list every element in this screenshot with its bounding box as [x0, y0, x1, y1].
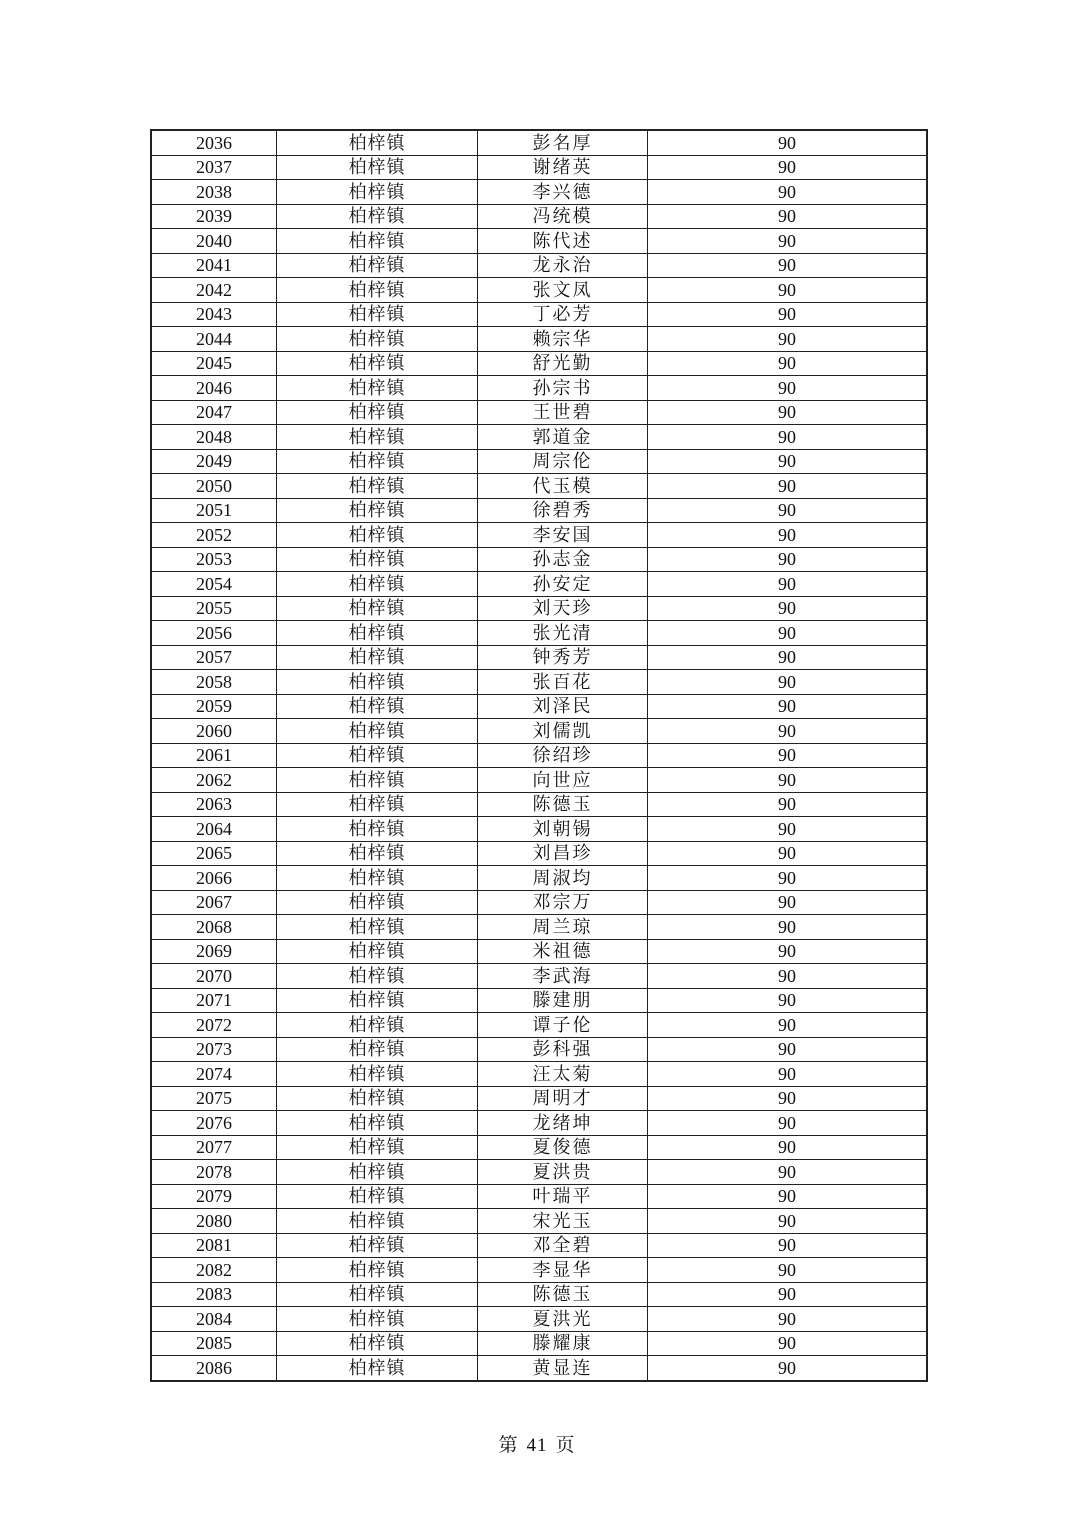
town-cell: 柏梓镇 — [277, 400, 478, 425]
town-cell: 柏梓镇 — [277, 229, 478, 254]
town-cell: 柏梓镇 — [277, 498, 478, 523]
town-cell: 柏梓镇 — [277, 1037, 478, 1062]
town-cell: 柏梓镇 — [277, 719, 478, 744]
table-row — [151, 498, 927, 523]
person-name-cell: 周兰琼 — [478, 915, 648, 940]
table-row — [151, 425, 927, 450]
amount-cell: 90 — [648, 743, 928, 768]
table-row — [151, 964, 927, 989]
person-name-cell: 夏洪光 — [478, 1307, 648, 1332]
town-cell: 柏梓镇 — [277, 670, 478, 695]
row-number-cell: 2036 — [151, 130, 277, 155]
amount-cell: 90 — [648, 1111, 928, 1136]
row-number-cell: 2049 — [151, 449, 277, 474]
amount-cell: 90 — [648, 1062, 928, 1087]
table-row — [151, 866, 927, 891]
table-row — [151, 1258, 927, 1283]
amount-cell: 90 — [648, 1258, 928, 1283]
town-cell: 柏梓镇 — [277, 449, 478, 474]
town-cell: 柏梓镇 — [277, 1135, 478, 1160]
row-number-cell: 2047 — [151, 400, 277, 425]
town-cell: 柏梓镇 — [277, 1062, 478, 1087]
town-cell: 柏梓镇 — [277, 1331, 478, 1356]
row-number-cell: 2037 — [151, 155, 277, 180]
row-number-cell: 2072 — [151, 1013, 277, 1038]
person-name-cell: 李兴德 — [478, 180, 648, 205]
town-cell: 柏梓镇 — [277, 523, 478, 548]
town-cell: 柏梓镇 — [277, 817, 478, 842]
amount-cell: 90 — [648, 890, 928, 915]
person-name-cell: 邓全碧 — [478, 1233, 648, 1258]
person-name-cell: 徐碧秀 — [478, 498, 648, 523]
table-row — [151, 670, 927, 695]
town-cell: 柏梓镇 — [277, 645, 478, 670]
table-row — [151, 621, 927, 646]
table-row — [151, 130, 927, 155]
town-cell: 柏梓镇 — [277, 1013, 478, 1038]
page-number: 41 — [526, 1435, 548, 1456]
person-name-cell: 孙宗书 — [478, 376, 648, 401]
row-number-cell: 2085 — [151, 1331, 277, 1356]
person-name-cell: 钟秀芳 — [478, 645, 648, 670]
table-row — [151, 400, 927, 425]
amount-cell: 90 — [648, 180, 928, 205]
table-row — [151, 1037, 927, 1062]
row-number-cell: 2062 — [151, 768, 277, 793]
row-number-cell: 2083 — [151, 1282, 277, 1307]
table-row — [151, 523, 927, 548]
table-row — [151, 1013, 927, 1038]
person-name-cell: 冯统模 — [478, 204, 648, 229]
person-name-cell: 陈代述 — [478, 229, 648, 254]
table-row — [151, 572, 927, 597]
town-cell: 柏梓镇 — [277, 204, 478, 229]
table-row — [151, 327, 927, 352]
amount-cell: 90 — [648, 1184, 928, 1209]
amount-cell: 90 — [648, 1331, 928, 1356]
row-number-cell: 2057 — [151, 645, 277, 670]
amount-cell: 90 — [648, 376, 928, 401]
person-name-cell: 叶瑞平 — [478, 1184, 648, 1209]
table-row — [151, 351, 927, 376]
person-name-cell: 周淑均 — [478, 866, 648, 891]
person-name-cell: 谢绪英 — [478, 155, 648, 180]
row-number-cell: 2048 — [151, 425, 277, 450]
person-name-cell: 李武海 — [478, 964, 648, 989]
row-number-cell: 2055 — [151, 596, 277, 621]
row-number-cell: 2039 — [151, 204, 277, 229]
person-name-cell: 夏俊德 — [478, 1135, 648, 1160]
person-name-cell: 李安国 — [478, 523, 648, 548]
table-row — [151, 596, 927, 621]
page-number-suffix: 页 — [555, 1435, 576, 1456]
amount-cell: 90 — [648, 1037, 928, 1062]
row-number-cell: 2081 — [151, 1233, 277, 1258]
person-name-cell: 陈德玉 — [478, 792, 648, 817]
row-number-cell: 2060 — [151, 719, 277, 744]
town-cell: 柏梓镇 — [277, 1160, 478, 1185]
amount-cell: 90 — [648, 498, 928, 523]
person-name-cell: 代玉模 — [478, 474, 648, 499]
amount-cell: 90 — [648, 768, 928, 793]
amount-cell: 90 — [648, 1209, 928, 1234]
amount-cell: 90 — [648, 645, 928, 670]
row-number-cell: 2063 — [151, 792, 277, 817]
amount-cell: 90 — [648, 670, 928, 695]
table-row — [151, 939, 927, 964]
person-name-cell: 夏洪贵 — [478, 1160, 648, 1185]
table-row — [151, 155, 927, 180]
table-row — [151, 768, 927, 793]
town-cell: 柏梓镇 — [277, 1086, 478, 1111]
table-row — [151, 1062, 927, 1087]
row-number-cell: 2075 — [151, 1086, 277, 1111]
row-number-cell: 2041 — [151, 253, 277, 278]
town-cell: 柏梓镇 — [277, 988, 478, 1013]
person-name-cell: 刘泽民 — [478, 694, 648, 719]
row-number-cell: 2061 — [151, 743, 277, 768]
row-number-cell: 2077 — [151, 1135, 277, 1160]
person-name-cell: 邓宗万 — [478, 890, 648, 915]
row-number-cell: 2086 — [151, 1356, 277, 1381]
table-row — [151, 915, 927, 940]
table-row — [151, 1331, 927, 1356]
person-name-cell: 张文凤 — [478, 278, 648, 303]
table-row — [151, 694, 927, 719]
amount-cell: 90 — [648, 596, 928, 621]
amount-cell: 90 — [648, 523, 928, 548]
town-cell: 柏梓镇 — [277, 1111, 478, 1136]
person-name-cell: 周明才 — [478, 1086, 648, 1111]
amount-cell: 90 — [648, 1307, 928, 1332]
row-number-cell: 2069 — [151, 939, 277, 964]
person-name-cell: 龙绪坤 — [478, 1111, 648, 1136]
person-name-cell: 刘昌珍 — [478, 841, 648, 866]
person-name-cell: 宋光玉 — [478, 1209, 648, 1234]
row-number-cell: 2064 — [151, 817, 277, 842]
row-number-cell: 2045 — [151, 351, 277, 376]
table-row — [151, 1307, 927, 1332]
table-row — [151, 229, 927, 254]
amount-cell: 90 — [648, 253, 928, 278]
row-number-cell: 2066 — [151, 866, 277, 891]
table-row — [151, 1356, 927, 1381]
town-cell: 柏梓镇 — [277, 547, 478, 572]
table-row — [151, 1184, 927, 1209]
person-name-cell: 彭名厚 — [478, 130, 648, 155]
person-name-cell: 刘朝锡 — [478, 817, 648, 842]
row-number-cell: 2038 — [151, 180, 277, 205]
row-number-cell: 2058 — [151, 670, 277, 695]
row-number-cell: 2070 — [151, 964, 277, 989]
amount-cell: 90 — [648, 719, 928, 744]
town-cell: 柏梓镇 — [277, 1209, 478, 1234]
town-cell: 柏梓镇 — [277, 1282, 478, 1307]
row-number-cell: 2044 — [151, 327, 277, 352]
amount-cell: 90 — [648, 425, 928, 450]
person-name-cell: 滕建朋 — [478, 988, 648, 1013]
town-cell: 柏梓镇 — [277, 1258, 478, 1283]
town-cell: 柏梓镇 — [277, 939, 478, 964]
amount-cell: 90 — [648, 302, 928, 327]
table-row — [151, 890, 927, 915]
row-number-cell: 2042 — [151, 278, 277, 303]
row-number-cell: 2074 — [151, 1062, 277, 1087]
table-row — [151, 180, 927, 205]
table-row — [151, 841, 927, 866]
town-cell: 柏梓镇 — [277, 180, 478, 205]
town-cell: 柏梓镇 — [277, 768, 478, 793]
amount-cell: 90 — [648, 547, 928, 572]
town-cell: 柏梓镇 — [277, 155, 478, 180]
town-cell: 柏梓镇 — [277, 915, 478, 940]
table-row — [151, 302, 927, 327]
row-number-cell: 2084 — [151, 1307, 277, 1332]
amount-cell: 90 — [648, 817, 928, 842]
amount-cell: 90 — [648, 792, 928, 817]
person-name-cell: 黄显连 — [478, 1356, 648, 1381]
person-name-cell: 郭道金 — [478, 425, 648, 450]
town-cell: 柏梓镇 — [277, 253, 478, 278]
amount-cell: 90 — [648, 1282, 928, 1307]
person-name-cell: 孙志金 — [478, 547, 648, 572]
table-row — [151, 547, 927, 572]
table-row — [151, 376, 927, 401]
table-row — [151, 449, 927, 474]
person-name-cell: 滕耀康 — [478, 1331, 648, 1356]
town-cell: 柏梓镇 — [277, 1356, 478, 1381]
table-row — [151, 645, 927, 670]
town-cell: 柏梓镇 — [277, 694, 478, 719]
roster-table-body — [151, 130, 927, 1381]
town-cell: 柏梓镇 — [277, 302, 478, 327]
town-cell: 柏梓镇 — [277, 130, 478, 155]
table-row — [151, 1233, 927, 1258]
person-name-cell: 孙安定 — [478, 572, 648, 597]
town-cell: 柏梓镇 — [277, 890, 478, 915]
person-name-cell: 米祖德 — [478, 939, 648, 964]
row-number-cell: 2067 — [151, 890, 277, 915]
amount-cell: 90 — [648, 327, 928, 352]
table-row — [151, 204, 927, 229]
person-name-cell: 陈德玉 — [478, 1282, 648, 1307]
amount-cell: 90 — [648, 1356, 928, 1381]
person-name-cell: 刘天珍 — [478, 596, 648, 621]
person-name-cell: 张光清 — [478, 621, 648, 646]
row-number-cell: 2073 — [151, 1037, 277, 1062]
town-cell: 柏梓镇 — [277, 1233, 478, 1258]
amount-cell: 90 — [648, 572, 928, 597]
amount-cell: 90 — [648, 474, 928, 499]
town-cell: 柏梓镇 — [277, 621, 478, 646]
table-row — [151, 743, 927, 768]
amount-cell: 90 — [648, 915, 928, 940]
person-name-cell: 徐绍珍 — [478, 743, 648, 768]
person-name-cell: 彭科强 — [478, 1037, 648, 1062]
table-row — [151, 792, 927, 817]
town-cell: 柏梓镇 — [277, 425, 478, 450]
town-cell: 柏梓镇 — [277, 866, 478, 891]
table-row — [151, 1209, 927, 1234]
row-number-cell: 2052 — [151, 523, 277, 548]
row-number-cell: 2078 — [151, 1160, 277, 1185]
row-number-cell: 2053 — [151, 547, 277, 572]
table-row — [151, 253, 927, 278]
town-cell: 柏梓镇 — [277, 596, 478, 621]
town-cell: 柏梓镇 — [277, 376, 478, 401]
person-name-cell: 刘儒凯 — [478, 719, 648, 744]
town-cell: 柏梓镇 — [277, 327, 478, 352]
row-number-cell: 2046 — [151, 376, 277, 401]
amount-cell: 90 — [648, 1013, 928, 1038]
page-number-prefix: 第 — [498, 1435, 519, 1456]
row-number-cell: 2079 — [151, 1184, 277, 1209]
amount-cell: 90 — [648, 964, 928, 989]
amount-cell: 90 — [648, 1135, 928, 1160]
row-number-cell: 2056 — [151, 621, 277, 646]
page-footer — [0, 1430, 1074, 1457]
amount-cell: 90 — [648, 351, 928, 376]
person-name-cell: 丁必芳 — [478, 302, 648, 327]
roster-table — [150, 129, 928, 1382]
town-cell: 柏梓镇 — [277, 1184, 478, 1209]
row-number-cell: 2040 — [151, 229, 277, 254]
person-name-cell: 舒光勤 — [478, 351, 648, 376]
town-cell: 柏梓镇 — [277, 278, 478, 303]
row-number-cell: 2082 — [151, 1258, 277, 1283]
amount-cell: 90 — [648, 1086, 928, 1111]
person-name-cell: 王世碧 — [478, 400, 648, 425]
town-cell: 柏梓镇 — [277, 351, 478, 376]
person-name-cell: 李显华 — [478, 1258, 648, 1283]
amount-cell: 90 — [648, 988, 928, 1013]
table-row — [151, 278, 927, 303]
row-number-cell: 2068 — [151, 915, 277, 940]
amount-cell: 90 — [648, 694, 928, 719]
amount-cell: 90 — [648, 130, 928, 155]
amount-cell: 90 — [648, 155, 928, 180]
table-row — [151, 1086, 927, 1111]
town-cell: 柏梓镇 — [277, 474, 478, 499]
row-number-cell: 2071 — [151, 988, 277, 1013]
row-number-cell: 2080 — [151, 1209, 277, 1234]
table-row — [151, 1282, 927, 1307]
table-row — [151, 1135, 927, 1160]
table-row — [151, 988, 927, 1013]
town-cell: 柏梓镇 — [277, 1307, 478, 1332]
town-cell: 柏梓镇 — [277, 792, 478, 817]
table-row — [151, 817, 927, 842]
person-name-cell: 向世应 — [478, 768, 648, 793]
town-cell: 柏梓镇 — [277, 743, 478, 768]
row-number-cell: 2050 — [151, 474, 277, 499]
amount-cell: 90 — [648, 1233, 928, 1258]
amount-cell: 90 — [648, 278, 928, 303]
amount-cell: 90 — [648, 400, 928, 425]
table-row — [151, 1160, 927, 1185]
person-name-cell: 谭子伦 — [478, 1013, 648, 1038]
person-name-cell: 龙永治 — [478, 253, 648, 278]
person-name-cell: 赖宗华 — [478, 327, 648, 352]
town-cell: 柏梓镇 — [277, 572, 478, 597]
amount-cell: 90 — [648, 204, 928, 229]
person-name-cell: 汪太菊 — [478, 1062, 648, 1087]
town-cell: 柏梓镇 — [277, 964, 478, 989]
person-name-cell: 张百花 — [478, 670, 648, 695]
row-number-cell: 2054 — [151, 572, 277, 597]
amount-cell: 90 — [648, 229, 928, 254]
row-number-cell: 2076 — [151, 1111, 277, 1136]
amount-cell: 90 — [648, 866, 928, 891]
amount-cell: 90 — [648, 939, 928, 964]
amount-cell: 90 — [648, 449, 928, 474]
row-number-cell: 2065 — [151, 841, 277, 866]
row-number-cell: 2043 — [151, 302, 277, 327]
amount-cell: 90 — [648, 1160, 928, 1185]
amount-cell: 90 — [648, 841, 928, 866]
amount-cell: 90 — [648, 621, 928, 646]
table-row — [151, 1111, 927, 1136]
row-number-cell: 2051 — [151, 498, 277, 523]
table-row — [151, 474, 927, 499]
table-row — [151, 719, 927, 744]
person-name-cell: 周宗伦 — [478, 449, 648, 474]
row-number-cell: 2059 — [151, 694, 277, 719]
town-cell: 柏梓镇 — [277, 841, 478, 866]
